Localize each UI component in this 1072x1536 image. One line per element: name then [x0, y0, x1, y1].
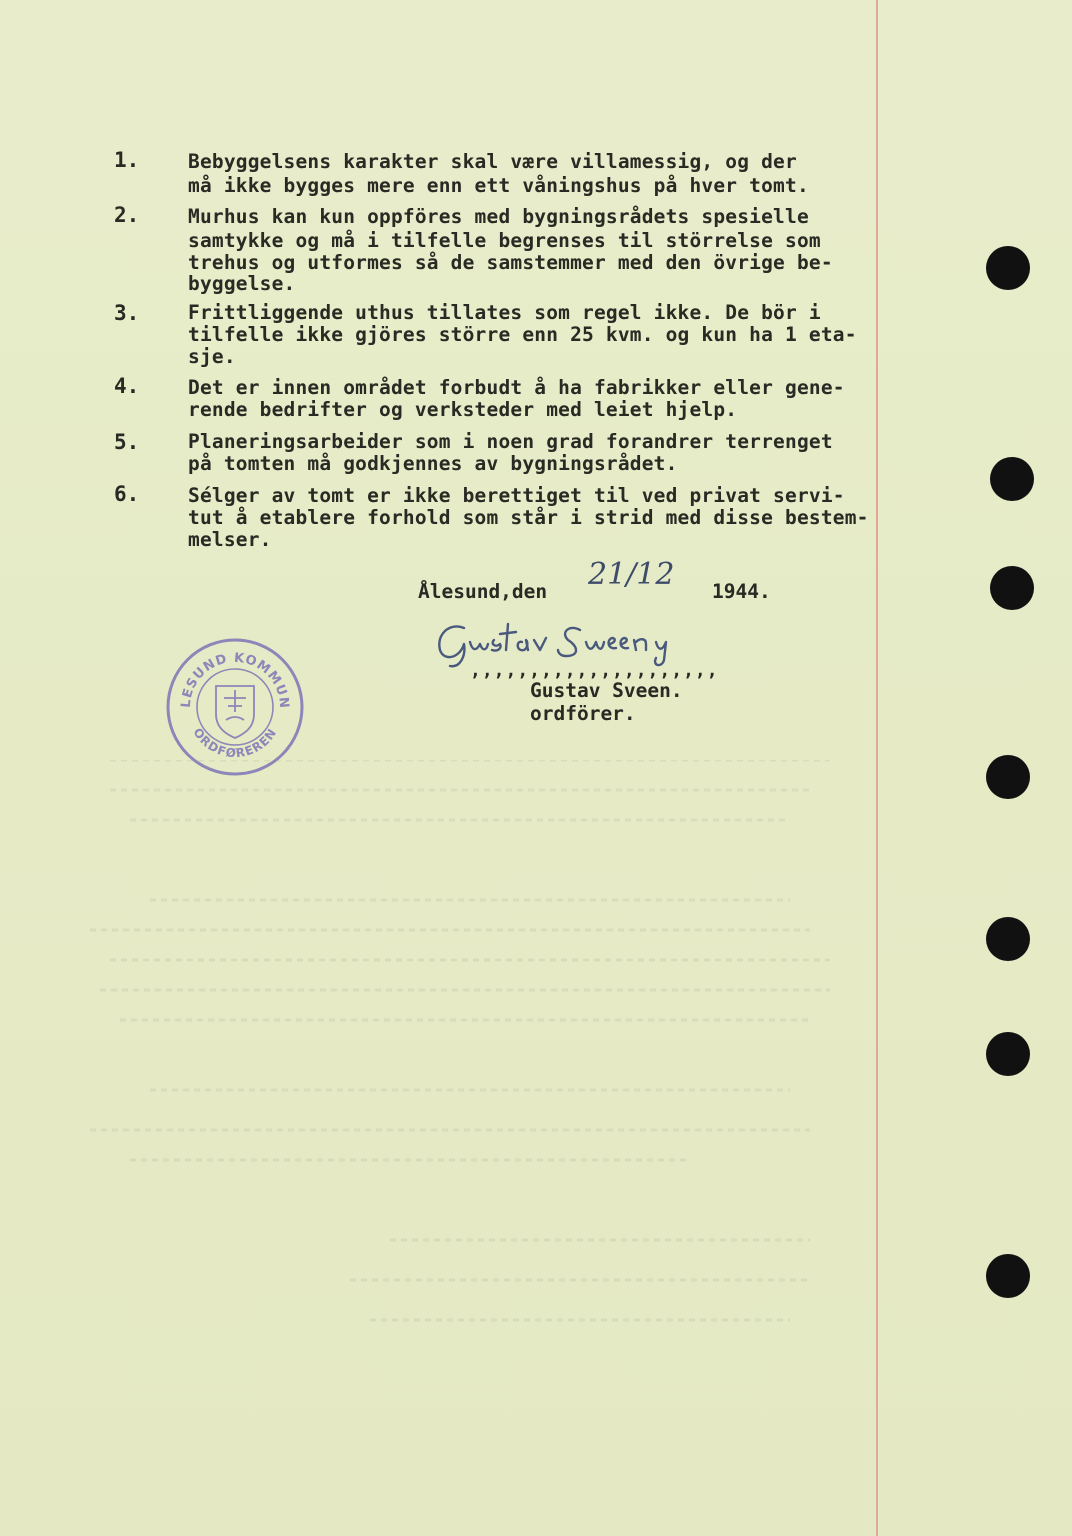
- punch-hole: [986, 917, 1030, 961]
- provision-number: 1.: [114, 148, 140, 172]
- punch-hole: [990, 566, 1034, 610]
- svg-text:ORDFØREREN: [190, 726, 279, 761]
- provision-line: Murhus kan kun oppföres med bygningsrådets spesielle: [188, 205, 809, 228]
- signer-title: ordförer.: [530, 702, 636, 725]
- provision-line: Planeringsarbeider som i noen grad forandrer terrenget: [188, 430, 833, 453]
- provision-line: trehus og utformes så de samstemmer med den övrige be-: [188, 251, 833, 274]
- date-year: 1944.: [712, 580, 771, 603]
- signature-dots: ,,,,,,,,,,,,,,,,,,,,,: [470, 660, 719, 681]
- provision-line: byggelse.: [188, 272, 296, 295]
- official-stamp: [164, 636, 306, 782]
- punch-hole: [986, 1032, 1030, 1076]
- handwritten-date: 21/12: [588, 557, 675, 592]
- date-place: Ålesund,den: [418, 580, 548, 603]
- bleed-through-lines: [90, 760, 850, 1360]
- provision-line: på tomten må godkjennes av bygningsrådet.: [188, 452, 678, 475]
- provision-line: tut å etablere forhold som står i strid med disse bestem-: [188, 506, 869, 529]
- punch-hole: [990, 457, 1034, 501]
- provision-line: Bebyggelsens karakter skal være villamessig, og der: [188, 150, 797, 173]
- provision-line: samtykke og må i tilfelle begrenses til störrelse som: [188, 229, 821, 252]
- provision-line: Sélger av tomt er ikke berettiget til ved privat servi-: [188, 484, 845, 507]
- provision-number: 2.: [114, 203, 140, 227]
- bleed-through: [90, 760, 850, 1360]
- provision-line: må ikke bygges mere enn ett våningshus på hver tomt.: [188, 174, 809, 197]
- provision-number: 3.: [114, 301, 140, 325]
- stamp-top-text: LESUND KOMMUN: [178, 650, 292, 710]
- provision-number: 5.: [114, 430, 140, 454]
- provision-line: tilfelle ikke gjöres större enn 25 kvm. og kun ha 1 eta-: [188, 323, 857, 346]
- signer-name: Gustav Sveen.: [530, 679, 683, 702]
- provision-number: 6.: [114, 482, 140, 506]
- stamp-seal: [164, 636, 306, 778]
- provision-line: Frittliggende uthus tillates som regel ikke. De bör i: [188, 301, 821, 324]
- provision-line: rende bedrifter og verksteder med leiet hjelp.: [188, 398, 738, 421]
- margin-line: [876, 0, 878, 1536]
- punch-hole: [986, 1254, 1030, 1298]
- provision-number: 4.: [114, 374, 140, 398]
- punch-hole: [986, 755, 1030, 799]
- punch-hole: [986, 246, 1030, 290]
- provision-line: melser.: [188, 528, 272, 551]
- stamp-bottom-text: ORDFØREREN: [190, 725, 280, 761]
- provision-line: sje.: [188, 345, 236, 368]
- provision-line: Det er innen området forbudt å ha fabrikker eller gene-: [188, 376, 845, 399]
